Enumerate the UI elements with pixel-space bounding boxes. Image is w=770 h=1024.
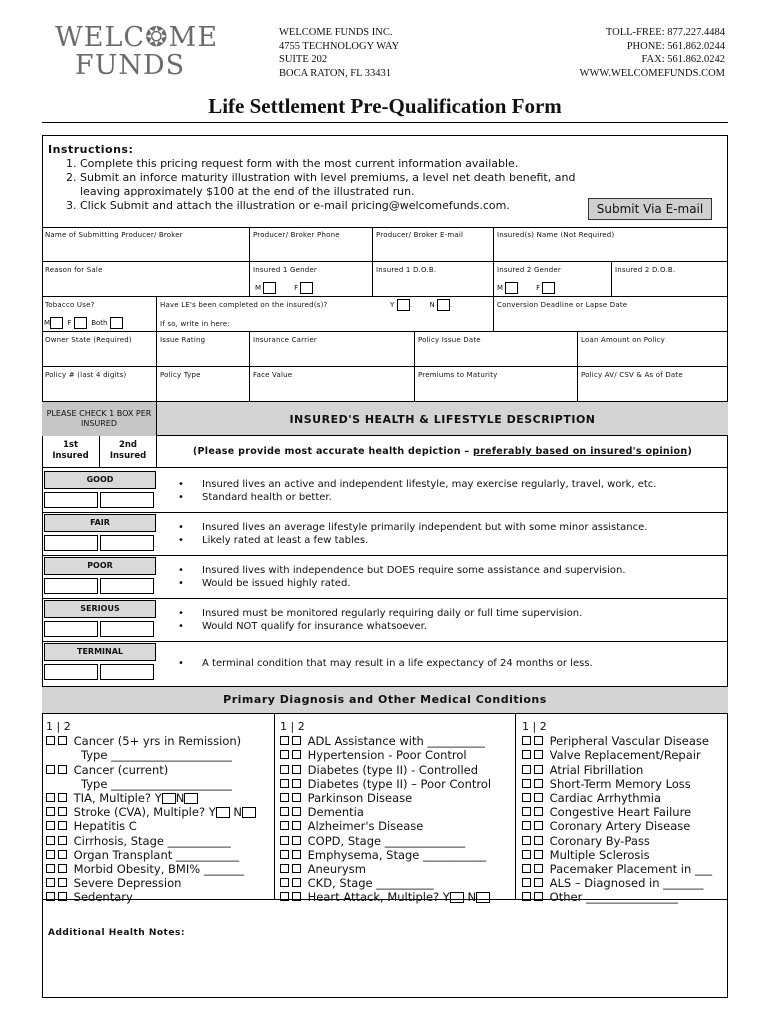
- premiums-field[interactable]: [415, 367, 578, 402]
- diag-col-divider: [515, 714, 516, 899]
- checkbox-2[interactable]: [58, 836, 67, 845]
- instruction-2: 2. Submit an inforce maturity illustration with level premiums, a level net death benefit, and leaving approximately $100 at the end of the illustrated run.: [80, 171, 580, 199]
- diag-label: Aneurysm: [307, 862, 366, 877]
- rating-terminal-insured1-box[interactable]: [44, 664, 98, 680]
- fax: FAX: 561.862.0242: [641, 54, 725, 65]
- checkbox-1[interactable]: [522, 892, 531, 901]
- checkbox-2[interactable]: [58, 793, 67, 802]
- checkbox-1[interactable]: [46, 892, 55, 901]
- instruction-1: 1. Complete this pricing request form with the most current information available.: [80, 157, 580, 171]
- checkbox-1[interactable]: [46, 864, 55, 873]
- tobacco-male-label: M: [44, 319, 51, 327]
- ins2-gender-field: [494, 262, 612, 297]
- ins2-female-checkbox[interactable]: [542, 282, 555, 294]
- diag-item[interactable]: [280, 734, 491, 748]
- checkbox-1[interactable]: [280, 864, 289, 873]
- checkbox-2[interactable]: [292, 892, 301, 901]
- checkbox-2[interactable]: [292, 821, 301, 830]
- face-value-label: Face Value: [253, 371, 293, 379]
- diag-type-line[interactable]: Type _____________________: [81, 748, 232, 763]
- checkbox-2[interactable]: [58, 736, 67, 745]
- issue-rating-label: Issue Rating: [160, 336, 206, 344]
- company-logo: [55, 22, 219, 81]
- rating-fair-desc: [178, 521, 647, 547]
- tobacco-female-checkbox[interactable]: [74, 317, 87, 329]
- diag-label: Alzheimer's Disease: [307, 819, 424, 834]
- diag-item[interactable]: [522, 748, 712, 762]
- av-label: Policy AV/ CSV & As of Date: [581, 371, 683, 379]
- form-title: Life Settlement Pre-Qualification Form: [208, 94, 562, 118]
- checkbox-2[interactable]: [292, 779, 301, 788]
- diag-item[interactable]: [46, 862, 256, 876]
- checkbox-2[interactable]: [534, 836, 543, 845]
- producer-email-label: Producer/ Broker E-mail: [376, 231, 464, 239]
- serious-line-1: • Insured must be monitored regularly requiring daily or full time supervision.: [178, 607, 582, 620]
- diag-label: ALS – Diagnosed in _______: [549, 876, 704, 891]
- diag-item[interactable]: [280, 876, 491, 890]
- website: WWW.WELCOMEFUNDS.COM: [579, 67, 725, 79]
- diag-label: Coronary Artery Disease: [549, 819, 691, 834]
- checkbox-2[interactable]: [58, 892, 67, 901]
- diag-label: Diabetes (type II) - Controlled: [307, 762, 479, 777]
- checkbox-1[interactable]: [280, 878, 289, 887]
- yes-box[interactable]: [450, 892, 464, 903]
- diag-item[interactable]: [46, 848, 256, 862]
- carrier-label: Insurance Carrier: [253, 336, 317, 344]
- ins2-male-label: M: [497, 284, 504, 292]
- title-divider: [42, 122, 728, 123]
- checkbox-2[interactable]: [58, 850, 67, 859]
- yes-box[interactable]: [216, 807, 230, 818]
- poor-line-2: • Would be issued highly rated.: [178, 577, 626, 590]
- diag-label: TIA, Multiple? Y: [73, 791, 162, 806]
- diag-label: Severe Depression: [73, 876, 182, 891]
- rating-poor-insured1-box[interactable]: [44, 578, 98, 594]
- health-subtitle: [157, 436, 728, 468]
- additional-notes-label: Additional Health Notes:: [48, 928, 185, 938]
- ins1-gender-field: [250, 262, 373, 297]
- diag-item[interactable]: [46, 791, 256, 805]
- checkbox-1[interactable]: [280, 779, 289, 788]
- checkbox-1[interactable]: [280, 821, 289, 830]
- ins1-female-checkbox[interactable]: [300, 282, 313, 294]
- diag-item[interactable]: [522, 834, 712, 848]
- diag-item[interactable]: [280, 862, 491, 876]
- col2-header: 1 | 2: [280, 720, 305, 733]
- producer-phone-field[interactable]: [250, 227, 373, 262]
- owner-state-field[interactable]: [42, 332, 157, 367]
- checkbox-2[interactable]: [58, 864, 67, 873]
- rating-good-insured2-box[interactable]: [100, 492, 154, 508]
- ins2-male-checkbox[interactable]: [505, 282, 518, 294]
- rating-divider: [42, 641, 728, 642]
- checkbox-2[interactable]: [292, 878, 301, 887]
- diag-item[interactable]: [46, 805, 256, 819]
- le-no-label: N: [429, 301, 435, 309]
- checkbox-1[interactable]: [46, 850, 55, 859]
- checkbox-1[interactable]: [522, 779, 531, 788]
- premiums-label: Premiums to Maturity: [418, 371, 498, 379]
- first-insured-label: Insured: [52, 451, 89, 461]
- diag-label: Morbid Obesity, BMI% _______: [73, 862, 245, 877]
- checkbox-1[interactable]: [280, 807, 289, 816]
- checkbox-1[interactable]: [46, 807, 55, 816]
- terminal-line-1: • A terminal condition that may result in a life expectancy of 24 months or less.: [178, 657, 593, 670]
- ins2-dob-label: Insured 2 D.O.B.: [615, 266, 676, 274]
- diag-item[interactable]: [280, 848, 491, 862]
- diag-label: Diabetes (type II) – Poor Control: [307, 776, 492, 791]
- diag-label: Sedentary: [73, 890, 133, 905]
- checkbox-1[interactable]: [522, 765, 531, 774]
- rating-serious-desc: [178, 607, 582, 633]
- subtitle-post: ): [687, 446, 693, 457]
- no-label: N: [467, 890, 477, 905]
- subtitle-pre: (Please provide most accurate health depiction –: [192, 446, 474, 457]
- diag-label: Organ Transplant ___________: [73, 847, 240, 862]
- diag-label: Cancer (current): [73, 762, 169, 777]
- checkbox-2[interactable]: [534, 750, 543, 759]
- le-yes-label: Y: [390, 301, 395, 309]
- company-suite: SUITE 202: [279, 54, 328, 65]
- diag-item[interactable]: [280, 777, 491, 791]
- rating-serious-insured2-box[interactable]: [100, 621, 154, 637]
- checkbox-2[interactable]: [58, 878, 67, 887]
- checkbox-2[interactable]: [534, 736, 543, 745]
- second-insured-label: Insured: [109, 451, 147, 461]
- checkbox-2[interactable]: [292, 864, 301, 873]
- checkbox-2[interactable]: [534, 807, 543, 816]
- col3-header: 1 | 2: [522, 720, 547, 733]
- diag-item[interactable]: [46, 890, 256, 904]
- checkbox-1[interactable]: [522, 821, 531, 830]
- diag-item[interactable]: [522, 791, 712, 805]
- checkbox-1[interactable]: [280, 850, 289, 859]
- rating-serious-insured1-box[interactable]: [44, 621, 98, 637]
- checkbox-2[interactable]: [534, 779, 543, 788]
- insured-name-field[interactable]: [494, 227, 728, 262]
- diag-item[interactable]: [522, 819, 712, 833]
- diag-item[interactable]: [280, 748, 491, 762]
- company-address: [279, 26, 399, 80]
- reason-label: Reason for Sale: [45, 266, 103, 274]
- diag-item[interactable]: [46, 763, 256, 777]
- checkbox-1[interactable]: [46, 878, 55, 887]
- diag-label: Short-Term Memory Loss: [549, 776, 691, 791]
- instruction-3: 3. Click Submit and attach the illustration or e-mail pricing@welcomefunds.com.: [80, 199, 580, 213]
- checkbox-1[interactable]: [522, 793, 531, 802]
- tobacco-field: [42, 297, 157, 332]
- submit-email-button[interactable]: Submit Via E-mail: [588, 198, 712, 220]
- diag-label: Emphysema, Stage ___________: [307, 847, 487, 862]
- checkbox-1[interactable]: [522, 836, 531, 845]
- diag-item[interactable]: [522, 876, 712, 890]
- checkbox-2[interactable]: [292, 836, 301, 845]
- diag-label: Stroke (CVA), Multiple? Y: [73, 805, 216, 820]
- le-yes-checkbox[interactable]: [397, 299, 410, 311]
- first-insured-col: [42, 436, 100, 468]
- diag-item[interactable]: [280, 805, 491, 819]
- ins2-dob-field[interactable]: [612, 262, 728, 297]
- checkbox-1[interactable]: [46, 821, 55, 830]
- av-field[interactable]: [578, 367, 728, 402]
- col1-header: 1 | 2: [46, 720, 71, 733]
- diag-label: CKD, Stage __________: [307, 876, 434, 891]
- diag-label: Cirrhosis, Stage ___________: [73, 833, 231, 848]
- serious-line-2: • Would NOT qualify for insurance whatsoever.: [178, 620, 582, 633]
- loan-label: Loan Amount on Policy: [581, 336, 666, 344]
- diag-label: Coronary By-Pass: [549, 833, 650, 848]
- diag-label: Valve Replacement/Repair: [549, 748, 701, 763]
- ins1-dob-label: Insured 1 D.O.B.: [376, 266, 437, 274]
- no-box[interactable]: [476, 892, 490, 903]
- producer-email-field[interactable]: [373, 227, 494, 262]
- checkbox-1[interactable]: [280, 836, 289, 845]
- diag-item[interactable]: [522, 890, 712, 904]
- checkbox-1[interactable]: [522, 850, 531, 859]
- rating-terminal-desc: [178, 657, 593, 670]
- diag-item[interactable]: [280, 890, 491, 904]
- logo-line-2: FUNDS: [74, 50, 186, 81]
- diag-type-line[interactable]: Type _____________________: [81, 776, 232, 791]
- checkbox-1[interactable]: [522, 878, 531, 887]
- checkbox-2[interactable]: [534, 821, 543, 830]
- diag-item[interactable]: [522, 848, 712, 862]
- le-write-label: If so, write in here:: [160, 320, 230, 328]
- ins2-gender-label: Insured 2 Gender: [497, 266, 561, 274]
- no-label: N: [175, 791, 185, 806]
- checkbox-2[interactable]: [292, 736, 301, 745]
- instructions-heading: Instructions:: [48, 143, 134, 156]
- diag-label: Multiple Sclerosis: [549, 847, 650, 862]
- checkbox-1[interactable]: [522, 864, 531, 873]
- second-label: 2nd: [118, 440, 138, 450]
- issue-date-label: Policy Issue Date: [418, 336, 481, 344]
- tobacco-female-label: F: [67, 319, 72, 327]
- tobacco-label: Tobacco Use?: [45, 301, 95, 309]
- ins1-dob-field[interactable]: [373, 262, 494, 297]
- rating-fair-insured2-box[interactable]: [100, 535, 154, 551]
- diag-label: Cardiac Arrhythmia: [549, 791, 662, 806]
- rating-good-insured1-box[interactable]: [44, 492, 98, 508]
- diag-label: Pacemaker Placement in ___: [549, 862, 713, 877]
- checkbox-1[interactable]: [280, 765, 289, 774]
- le-field: [157, 297, 494, 332]
- rating-poor-desc: [178, 564, 626, 590]
- ins1-male-label: M: [255, 284, 262, 292]
- le-no-checkbox[interactable]: [437, 299, 450, 311]
- diag-item[interactable]: [46, 876, 256, 890]
- diag-item[interactable]: [46, 734, 256, 748]
- conversion-field[interactable]: [494, 297, 728, 332]
- diag-label: Heart Attack, Multiple? Y: [307, 890, 450, 905]
- issue-date-field[interactable]: [415, 332, 578, 367]
- diag-label: Other ________________: [549, 890, 678, 905]
- no-box[interactable]: [242, 807, 256, 818]
- tobacco-both-label: Both: [91, 319, 108, 327]
- producer-name-field[interactable]: [42, 227, 250, 262]
- diag-label: ADL Assistance with __________: [307, 734, 485, 749]
- check-box-instruction: PLEASE CHECK 1 BOX PER INSURED: [42, 402, 157, 436]
- checkbox-2[interactable]: [534, 878, 543, 887]
- checkbox-2[interactable]: [292, 807, 301, 816]
- diag-label: Dementia: [307, 805, 364, 820]
- checkbox-2[interactable]: [534, 864, 543, 873]
- face-value-field[interactable]: [250, 367, 415, 402]
- diag-col-divider: [274, 714, 275, 899]
- rating-serious-label: SERIOUS: [44, 600, 156, 618]
- checkbox-2[interactable]: [292, 765, 301, 774]
- fair-line-1: • Insured lives an average lifestyle primarily independent but with some minor assistance.: [178, 521, 647, 534]
- diag-item[interactable]: [46, 834, 256, 848]
- diag-item[interactable]: [46, 819, 256, 833]
- tobacco-both-checkbox[interactable]: [110, 317, 123, 329]
- checkbox-2[interactable]: [292, 750, 301, 759]
- checkbox-1[interactable]: [46, 736, 55, 745]
- no-label: N: [233, 805, 242, 820]
- fair-line-2: • Likely rated at least a few tables.: [178, 534, 647, 547]
- diag-label: Cancer (5+ yrs in Remission): [73, 734, 242, 749]
- checkbox-1[interactable]: [522, 750, 531, 759]
- no-box[interactable]: [184, 793, 198, 804]
- policy-type-field[interactable]: [157, 367, 250, 402]
- company-name: WELCOME FUNDS INC.: [279, 27, 393, 38]
- diag-item[interactable]: [280, 819, 491, 833]
- rating-good-desc: [178, 478, 656, 504]
- diag-item[interactable]: [522, 862, 712, 876]
- policy-number-field[interactable]: [42, 367, 157, 402]
- diag-item[interactable]: [280, 791, 491, 805]
- checkbox-1[interactable]: [46, 793, 55, 802]
- yes-box[interactable]: [162, 793, 176, 804]
- policy-type-label: Policy Type: [160, 371, 201, 379]
- rating-terminal-label: TERMINAL: [44, 643, 156, 661]
- reason-field[interactable]: [42, 262, 250, 297]
- checkbox-2[interactable]: [534, 850, 543, 859]
- checkbox-2[interactable]: [534, 765, 543, 774]
- diagnosis-column-3: [522, 720, 712, 905]
- company-contact: [580, 26, 725, 80]
- producer-name-label: Name of Submitting Producer/ Broker: [45, 231, 183, 239]
- ins1-female-label: F: [294, 284, 299, 292]
- company-street: 4755 TECHNOLOGY WAY: [279, 40, 400, 52]
- conversion-label: Conversion Deadline or Lapse Date: [497, 301, 628, 309]
- producer-phone-label: Producer/ Broker Phone: [253, 231, 340, 239]
- diagnosis-column-2: [280, 720, 491, 905]
- checkbox-1[interactable]: [280, 750, 289, 759]
- ins1-male-checkbox[interactable]: [263, 282, 276, 294]
- logo-line-1: WELC❂ME: [55, 22, 219, 53]
- checkbox-2[interactable]: [534, 793, 543, 802]
- health-title: INSURED'S HEALTH & LIFESTYLE DESCRIPTION: [289, 413, 596, 426]
- good-line-2: • Standard health or better.: [178, 491, 656, 504]
- insured-name-label: Insured(s) Name (Not Required): [497, 231, 615, 239]
- rating-poor-label: POOR: [44, 557, 156, 575]
- diag-item[interactable]: [522, 777, 712, 791]
- checkbox-1[interactable]: [280, 892, 289, 901]
- checkbox-1[interactable]: [522, 807, 531, 816]
- poor-line-1: • Insured lives with independence but DOES require some assistance and supervision.: [178, 564, 626, 577]
- checkbox-2[interactable]: [534, 892, 543, 901]
- rating-poor-insured2-box[interactable]: [100, 578, 154, 594]
- checkbox-1[interactable]: [522, 736, 531, 745]
- checkbox-1[interactable]: [46, 765, 55, 774]
- diagnosis-column-1: [46, 720, 256, 905]
- second-insured-col: [100, 436, 157, 468]
- rating-fair-label: FAIR: [44, 514, 156, 532]
- diag-item[interactable]: [280, 763, 491, 777]
- checkbox-2[interactable]: [292, 850, 301, 859]
- rating-divider: [42, 598, 728, 599]
- tobacco-male-checkbox[interactable]: [50, 317, 63, 329]
- diag-label: Hepatitis C: [73, 819, 137, 834]
- checkbox-2[interactable]: [58, 821, 67, 830]
- instructions: [48, 143, 580, 213]
- subtitle-link: preferably based on insured's opinion: [473, 446, 688, 457]
- checkbox-1[interactable]: [280, 793, 289, 802]
- rating-divider: [42, 512, 728, 513]
- diag-label: Hypertension - Poor Control: [307, 748, 467, 763]
- ins1-gender-label: Insured 1 Gender: [253, 266, 317, 274]
- policy-number-label: Policy # (last 4 digits): [45, 371, 127, 379]
- diag-item[interactable]: [280, 834, 491, 848]
- checkbox-2[interactable]: [292, 793, 301, 802]
- good-line-1: • Insured lives an active and independent lifestyle, may exercise regularly, travel, work, etc.: [178, 478, 656, 491]
- rating-good-label: GOOD: [44, 471, 156, 489]
- loan-field[interactable]: [578, 332, 728, 367]
- diag-label: Atrial Fibrillation: [549, 762, 644, 777]
- checkbox-1[interactable]: [46, 836, 55, 845]
- rating-terminal-insured2-box[interactable]: [100, 664, 154, 680]
- diag-label: Peripheral Vascular Disease: [549, 734, 709, 749]
- checkbox-2[interactable]: [58, 807, 67, 816]
- issue-rating-field[interactable]: [157, 332, 250, 367]
- diag-item[interactable]: [522, 805, 712, 819]
- carrier-field[interactable]: [250, 332, 415, 367]
- checkbox-1[interactable]: [280, 736, 289, 745]
- diag-item[interactable]: [522, 763, 712, 777]
- ins2-female-label: F: [536, 284, 541, 292]
- company-city: BOCA RATON, FL 33431: [279, 67, 392, 79]
- tollfree: TOLL-FREE: 877.227.4484: [605, 27, 725, 38]
- diagnosis-title: Primary Diagnosis and Other Medical Conditions: [223, 693, 547, 706]
- diag-label: Parkinson Disease: [307, 791, 413, 806]
- diag-label: Congestive Heart Failure: [549, 805, 692, 820]
- diag-label: COPD, Stage ______________: [307, 833, 466, 848]
- owner-state-label: Owner State (Required): [45, 336, 132, 344]
- diag-item[interactable]: [522, 734, 712, 748]
- le-label: Have LE's been completed on the insured(s)?: [160, 301, 328, 309]
- rating-divider: [42, 555, 728, 556]
- first-label: 1st: [62, 440, 79, 450]
- additional-notes-area[interactable]: [44, 942, 726, 996]
- checkbox-2[interactable]: [58, 765, 67, 774]
- rating-fair-insured1-box[interactable]: [44, 535, 98, 551]
- phone: PHONE: 561.862.0244: [626, 40, 725, 52]
